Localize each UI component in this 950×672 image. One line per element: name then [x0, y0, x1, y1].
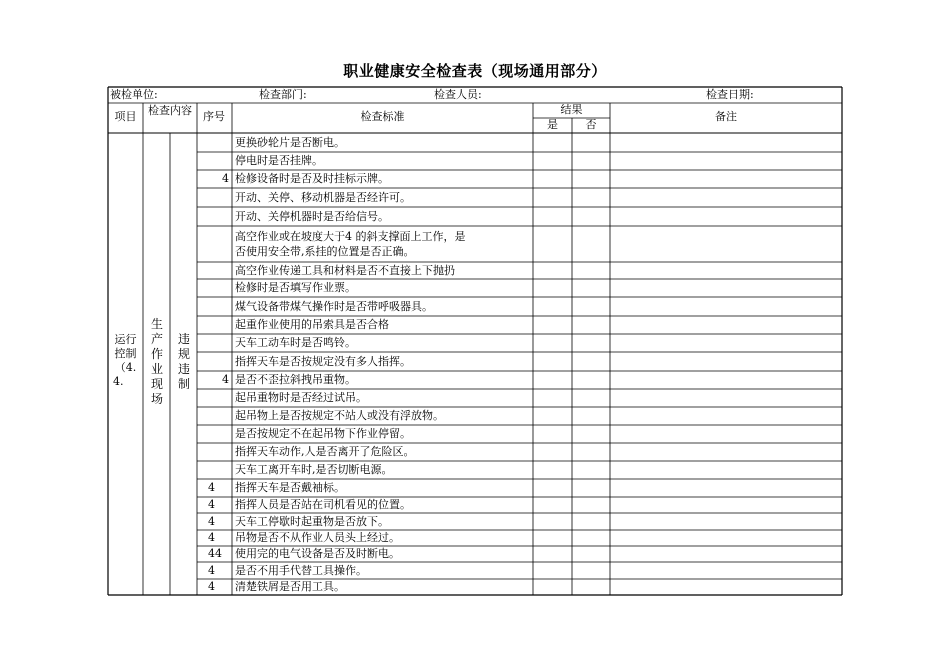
row-standard: 开动、关停机器时是否给信号。 [235, 210, 389, 223]
row-standard: 指挥天车动作,人是否离开了危险区。 [235, 445, 415, 458]
row-standard: 天车工动车时是否鸣铃。 [235, 336, 356, 349]
page-title: 职业健康安全检查表（现场通用部分） [343, 62, 607, 80]
row-standard: 检修时是否填写作业票。 [235, 281, 356, 294]
group-item-line-1: 运行 [114, 333, 137, 346]
row-standard: 高空作业或在坡度大于4 的斜支撑面上工作，是 [235, 230, 466, 243]
row-number: 44 [208, 547, 222, 560]
row-number: 4 [208, 580, 215, 593]
row-standard: 指挥人员是否站在司机看见的位置。 [235, 498, 411, 511]
group-sub-label: 违规违制 [177, 332, 190, 391]
group-item-line-2: 控制 [114, 347, 137, 360]
row-standard: 使用完的电气设备是否及时断电。 [235, 547, 400, 560]
row-standard: 天车工离开车时,是否切断电源。 [235, 463, 393, 476]
row-standard: 检修设备时是否及时挂标示牌。 [235, 172, 389, 185]
row-standard: 清楚铁屑是否用工具。 [235, 580, 345, 593]
row-standard-line-2: 否使用安全带,系挂的位置是否正确。 [235, 245, 415, 258]
header-content [143, 104, 197, 117]
row-standard: 停电时是否挂牌。 [235, 154, 323, 167]
row-standard: 指挥天车是否戴袖标。 [235, 481, 345, 494]
group-item-line-3: （4. [114, 361, 137, 374]
group-content-label: 生产作业现场 [150, 317, 163, 406]
row-standard: 更换砂轮片是否断电。 [235, 136, 345, 149]
header-remark: 备注 [715, 110, 737, 123]
inspector-label: 检查人员: [434, 88, 482, 101]
row-number: 4 [222, 172, 229, 185]
row-number: 4 [208, 498, 215, 511]
header-no-result: 否 [585, 118, 597, 131]
dept-label: 检查部门: [259, 88, 307, 101]
row-number: 4 [222, 373, 229, 386]
header-no: 序号 [203, 110, 225, 123]
row-standard: 起重作业使用的吊索具是否合格 [235, 318, 389, 331]
row-standard: 是否按规定不在起吊物下作业停留。 [235, 427, 411, 440]
row-number: 4 [208, 481, 215, 494]
header-result: 结果 [560, 103, 583, 116]
date-label: 检查日期: [706, 88, 754, 101]
row-standard: 吊物是否不从作业人员头上经过。 [235, 531, 400, 544]
header-standard: 检查标准 [360, 110, 405, 123]
header-item: 项目 [114, 110, 137, 123]
row-standard: 指挥天车是否按规定没有多人指挥。 [235, 355, 411, 368]
row-standard: 是否不用手代替工具操作。 [235, 564, 367, 577]
group-item-line-4: 4. [113, 375, 124, 388]
row-standard: 开动、关停、移动机器是否经许可。 [235, 191, 411, 204]
row-standard: 起吊物上是否按规定不站人或没有浮放物。 [235, 409, 444, 422]
group-item-label [108, 333, 143, 389]
row-standard: 高空作业传递工具和材料是否不直接上下抛扔 [235, 264, 455, 277]
header-content-text: 检查内容 [148, 104, 192, 117]
row-number: 4 [208, 515, 215, 528]
row-number: 4 [208, 564, 215, 577]
unit-label: 被检单位: [110, 88, 158, 101]
row-standard: 起吊重物时是否经过试吊。 [235, 391, 367, 404]
row-standard: 是否不歪拉斜拽吊重物。 [235, 373, 356, 386]
row-standard: 天车工停歇时起重物是否放下。 [235, 515, 389, 528]
header-yes: 是 [547, 118, 558, 131]
row-number: 4 [208, 531, 215, 544]
row-standard: 煤气设备带煤气操作时是否带呼吸器具。 [235, 300, 433, 313]
